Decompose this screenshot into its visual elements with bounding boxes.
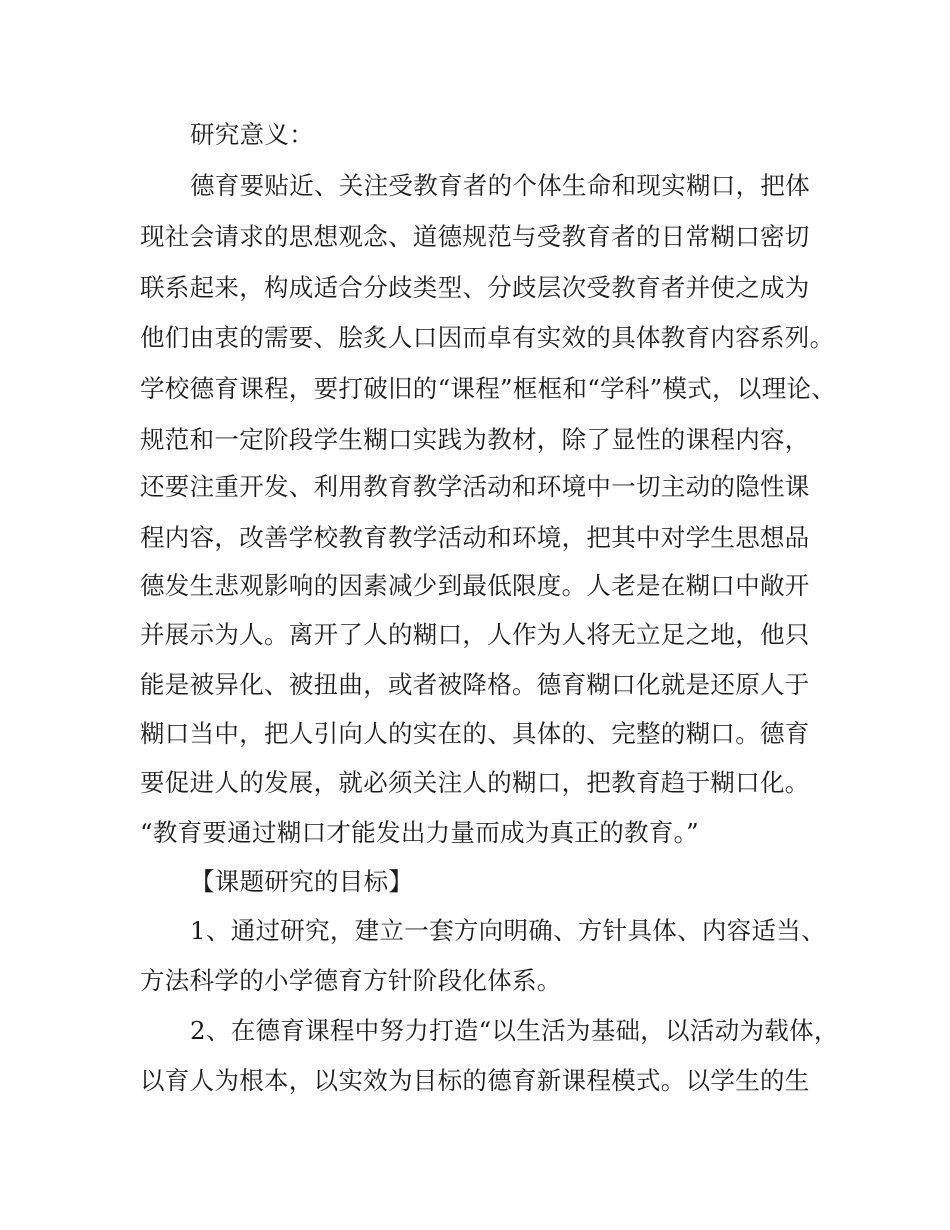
text-line: 规范和一定阶段学生糊口实践为教材，除了显性的课程内容， xyxy=(140,425,810,454)
text-line: 2、在德育课程中努力打造“以生活为基础，以活动为载体， xyxy=(190,1016,839,1045)
text-line: 现社会请求的思想观念、道德规范与受教育者的日常糊口密切 xyxy=(140,222,810,251)
text-line: 还要注重开发、利用教育教学活动和环境中一切主动的隐性课 xyxy=(140,472,810,501)
text-line: 德发生悲观影响的因素减少到最低限度。人老是在糊口中敞开 xyxy=(140,571,810,600)
text-line: 学校德育课程，要打破旧的“课程”框框和“学科”模式，以理论、 xyxy=(140,374,837,403)
text-line: 要促进人的发展，就必须关注人的糊口，把教育趋于糊口化。 xyxy=(140,768,810,797)
text-line: 能是被异化、被扭曲，或者被降格。德育糊口化就是还原人于 xyxy=(140,670,810,699)
text-line: “教育要通过糊口才能发出力量而成为真正的教育。” xyxy=(140,818,699,847)
text-line: 研究意义： xyxy=(190,120,314,149)
text-line: 联系起来，构成适合分歧类型、分歧层次受教育者并使之成为 xyxy=(140,273,810,302)
text-line: 他们由衷的需要、脍炙人口因而卓有实效的具体教育内容系列。 xyxy=(140,323,835,352)
text-line: 德育要贴近、关注受教育者的个体生命和现实糊口，把体 xyxy=(190,171,810,200)
text-line: 并展示为人。离开了人的糊口，人作为人将无立足之地，他只 xyxy=(140,620,810,649)
text-line: 以育人为根本，以实效为目标的德育新课程模式。以学生的生 xyxy=(140,1066,810,1095)
text-line: 方法科学的小学德育方针阶段化体系。 xyxy=(140,966,562,995)
text-line: 糊口当中，把人引向人的实在的、具体的、完整的糊口。德育 xyxy=(140,719,810,748)
section-heading: 【课题研究的目标】 xyxy=(190,867,414,896)
text-line: 1、通过研究，建立一套方向明确、方针具体、内容适当、 xyxy=(190,916,826,945)
text-line: 程内容，改善学校教育教学活动和环境，把其中对学生思想品 xyxy=(140,523,810,552)
